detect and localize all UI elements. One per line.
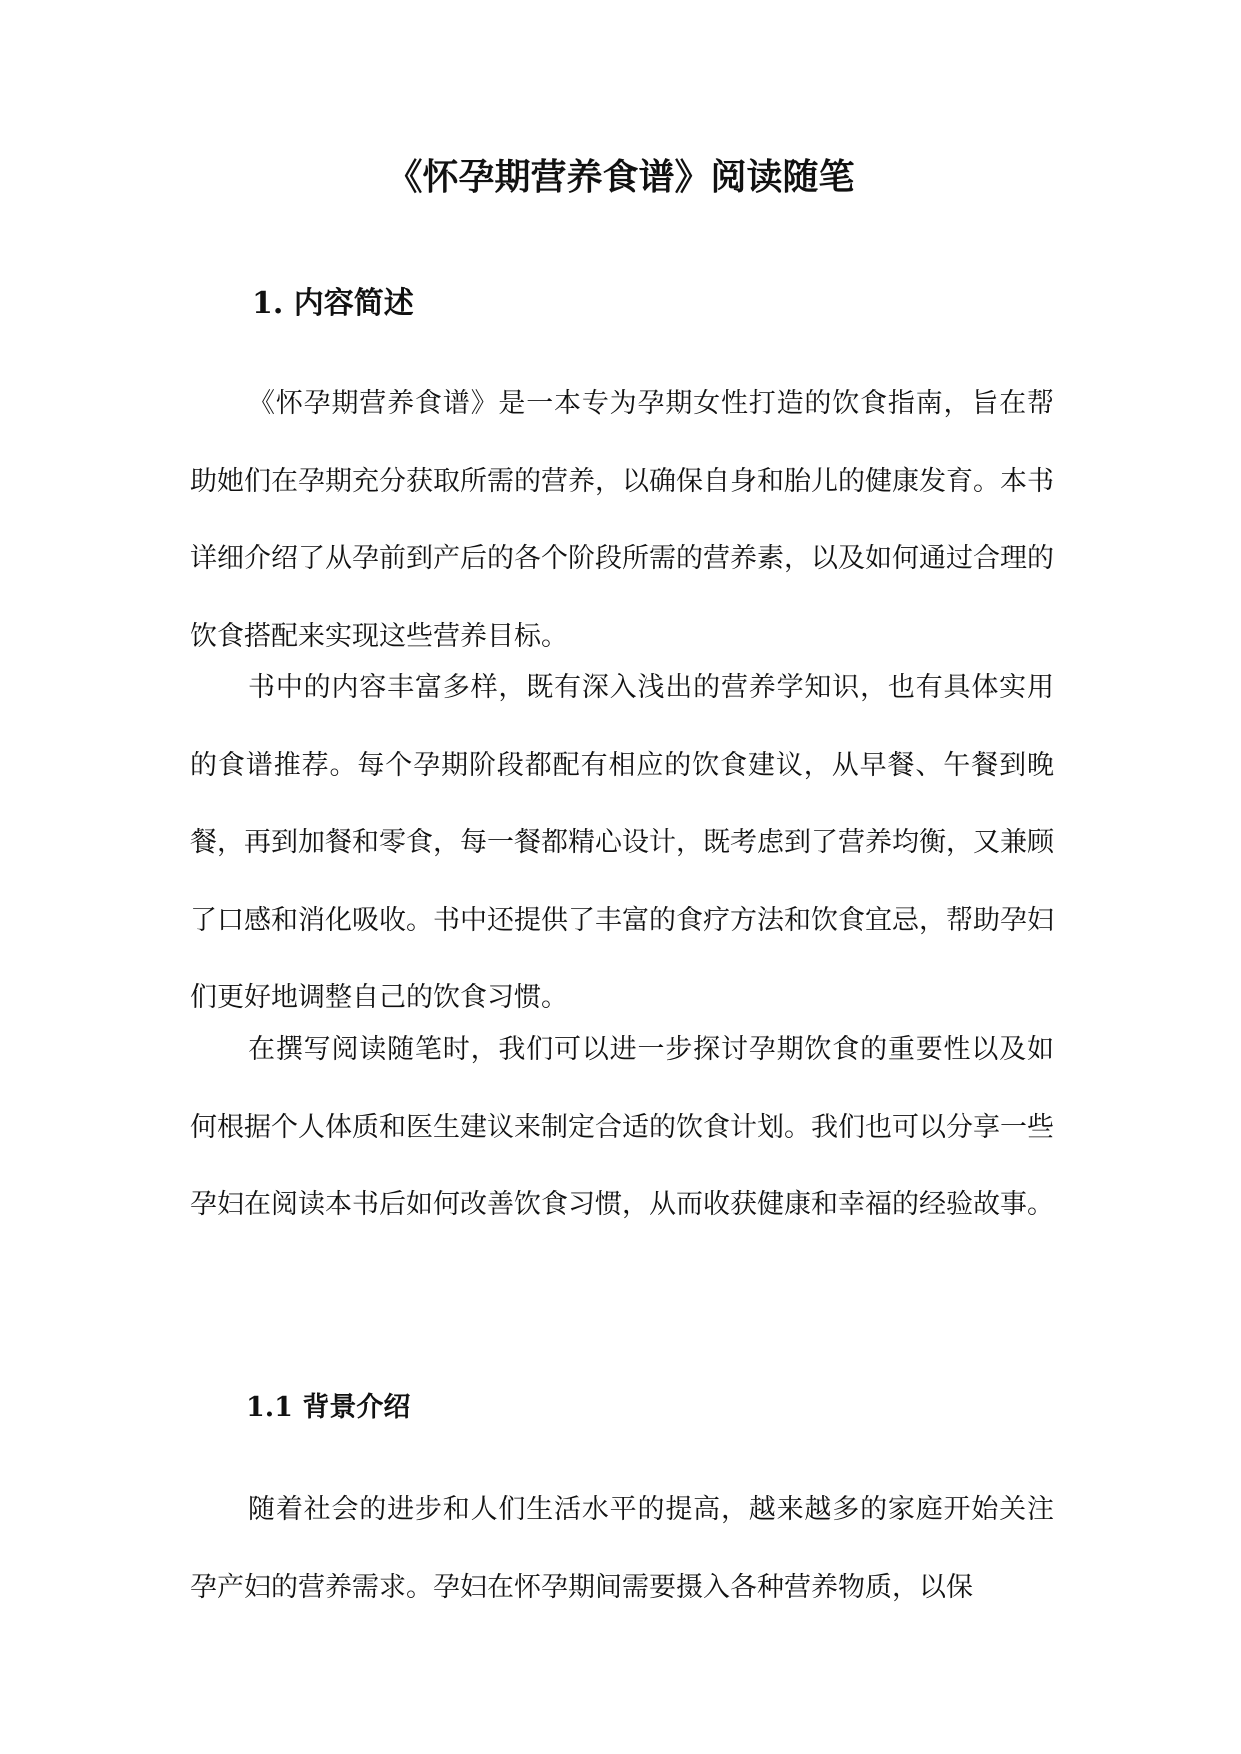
subsection-heading-background: 1.1 背景介绍: [246, 1392, 411, 1423]
section-heading-content-summary: 1. 内容简述: [252, 286, 414, 321]
paragraph-content: 书中的内容丰富多样，既有深入浅出的营养学知识，也有具体实用的食谱推荐。每个孕期阶段都配有相应的饮食建议，从早餐、午餐到晚餐，再到加餐和零食，每一餐都精心设计，既考虑到了营养均衡，又兼顾了口感和消化吸收。书中还提供了丰富的食疗方法和饮食宜忌，帮助孕妇们更好地调整自己的饮食习惯。: [190, 672, 1054, 1013]
paragraph-intro: 《怀孕期营养食谱》是一本专为孕期女性打造的饮食指南，旨在帮助她们在孕期充分获取所需的营养，以确保自身和胎儿的健康发育。本书详细介绍了从孕前到产后的各个阶段所需的营养素，以及如何通过合理的饮食搭配来实现这些营养目标。: [190, 388, 1054, 652]
paragraph-background: 随着社会的进步和人们生活水平的提高，越来越多的家庭开始关注孕产妇的营养需求。孕妇在怀孕期间需要摄入各种营养物质，以保: [190, 1494, 1054, 1603]
document-title: 《怀孕期营养食谱》阅读随笔: [386, 156, 855, 198]
paragraph-discussion: 在撰写阅读随笔时，我们可以进一步探讨孕期饮食的重要性以及如何根据个人体质和医生建议来制定合适的饮食计划。我们也可以分享一些孕妇在阅读本书后如何改善饮食习惯，从而收获健康和幸福的经验故事。: [190, 1034, 1054, 1220]
